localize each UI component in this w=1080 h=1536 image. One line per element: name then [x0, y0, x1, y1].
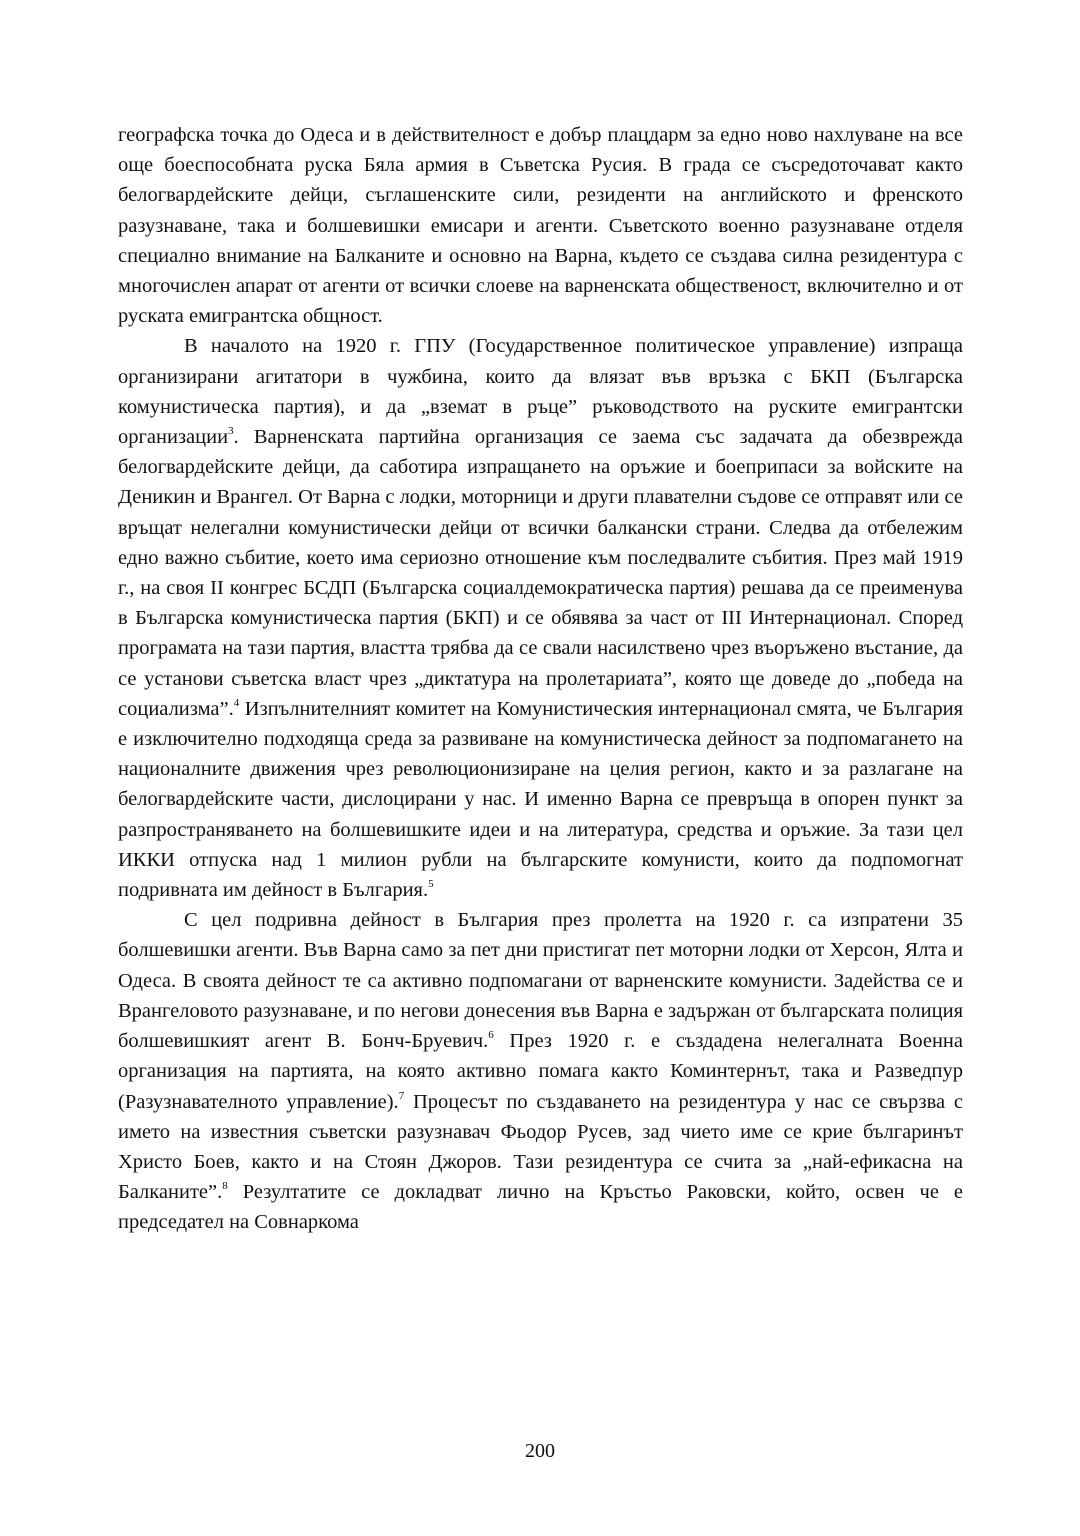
text-segment: географска точка до Одеса и в действителност е добър плацдарм за едно ново нахлуване на все още боеспособната руска Бяла армия в Съветска Русия. В града се съсредоточават както белогвардейските дейци, съглашенските сили, резиденти на английското и френското разузнаване, така и болшевишки емисари и агенти. Съветското военно разузнаване отделя специално внимание на Балканите и основно на Варна, където се създава силна резидентура с многочислен апарат от агенти от всички слоеве на варненската общественост, включително и от руската емигрантска общност.: [118, 124, 963, 328]
footnote-ref-4[interactable]: 4: [233, 697, 240, 710]
paragraph-2: [118, 331, 963, 905]
text-segment: През 1920 г. е създадена нелегалната Военна организация на партията, на която активно помага както Коминтернът, така и Разведпур (Разузнавателното управление).: [118, 1030, 963, 1113]
text-segment: . Варненската партийна организация се заема със задачата да обезврежда белогвардейските дейци, да саботира изпращането на оръжие и боеприпаси за войските на Деникин и Врангел. От Варна с лодки, моторници и други плавателни съдове се отправят или се връщат нелегални комунистически дейци от всички балкански страни. Следва да отбележим едно важно събитие, което има сериозно отношение към последвалите събития. През май 1919 г., на своя II конгрес БСДП (Българска социалдемократическа партия) решава да се преименува в Българска комунистическа партия (БКП) и се обявява за част от III Интернационал. Според програмата на тази партия, властта трябва да се свали насилствено чрез въоръжено въстание, да се установи съветска власт чрез „диктатура на пролетариата”, която ще доведе до „победа на социализма”.: [118, 426, 963, 720]
text-segment: Изпълнителният комитет на Комунистическия интернационал смята, че България е изключително подходяща среда за развиване на комунистическа дейност за подпомагането на националните движения чрез революционизиране на целия регион, както и за разлагане на белогвардейските части, дислоцирани у нас. И именно Варна се превръща в опорен пункт за разпространяването на болшевишките идеи и на литература, средства и оръжие. За тази цел ИККИ отпуска над 1 милион рубли на българските комунисти, които да подпомогнат подривната им дейност в България.: [118, 697, 963, 902]
text-segment: Резултатите се докладват лично на Кръстьо Раковски, който, освен че е председател на Совнаркома: [118, 1181, 963, 1234]
footnote-ref-5[interactable]: 5: [428, 878, 434, 891]
text-segment: Процесът по създаването на резидентура у нас се свързва с името на известния съветски разузнавач Фьодор Русев, зад чието име се крие българинът Христо Боев, както и на Стоян Джоров. Тази резидентура се счита за „най-ефикасна на Балканите”.: [118, 1090, 963, 1204]
page-body: [118, 120, 963, 1238]
paragraph-1: [118, 120, 963, 331]
text-segment: В началото на 1920 г. ГПУ (Государственное политическое управление) изпраща организирани агитатори в чужбина, които да влязат във връзка с БКП (Българска комунистическа партия), и да „вземат в ръце” ръководството на руските емигрантски организации: [118, 335, 963, 449]
text-segment: С цел подривна дейност в България през пролетта на 1920 г. са изпратени 35 болшевишки агенти. Във Варна само за пет дни пристигат пет моторни лодки от Херсон, Ялта и Одеса. В своята дейност те са активно подпомагани от варненските комунисти. Задейства се и Врангеловото разузнаване, и по негови донесения във Варна е задържан от българската полиция болшевишкият агент В. Бонч-Бруевич.: [118, 909, 963, 1053]
footnote-ref-3[interactable]: 3: [228, 425, 234, 438]
footnote-ref-6[interactable]: 6: [488, 1029, 494, 1042]
footnote-ref-8[interactable]: 8: [222, 1180, 228, 1193]
footnote-ref-7[interactable]: 7: [398, 1089, 405, 1102]
paragraph-3: [118, 905, 963, 1237]
page-number: 200: [525, 1440, 555, 1462]
